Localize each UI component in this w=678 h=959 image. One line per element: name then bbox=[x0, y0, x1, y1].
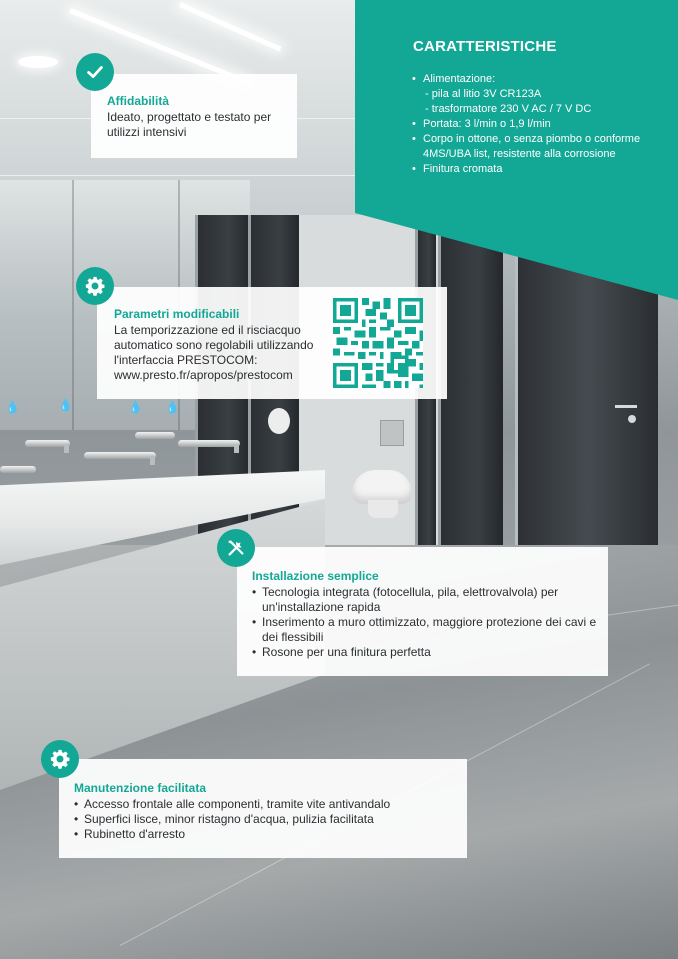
feature-subitem: - pila al litio 3V CR123A bbox=[425, 88, 542, 100]
door-lock bbox=[628, 415, 636, 423]
ceiling-spotlight bbox=[18, 56, 58, 68]
ceiling-panel-line bbox=[0, 175, 355, 176]
list-item: • Tecnologia integrata (fotocellula, pila, elettrovalvola) per un'installazione rapida bbox=[252, 585, 598, 615]
list-item: • Accesso frontale alle componenti, tramite vite antivandalo bbox=[74, 797, 459, 812]
tap bbox=[0, 466, 36, 473]
list-item: • Rosone per una finitura perfetta bbox=[252, 645, 598, 660]
cubicle-door bbox=[515, 250, 658, 555]
installation-card bbox=[237, 547, 608, 676]
list-item: • Rubinetto d'arresto bbox=[74, 827, 459, 842]
features-list bbox=[412, 72, 662, 177]
toilet-bowl bbox=[352, 470, 412, 504]
list-item: • Inserimento a muro ottimizzato, maggiore protezione dei cavi e dei flessibili bbox=[252, 615, 598, 645]
card-bullet-list bbox=[252, 585, 598, 660]
flush-plate bbox=[380, 420, 404, 446]
gear-icon bbox=[76, 267, 114, 305]
card-text: Ideato, progettato e testato per utilizzi intensivi bbox=[107, 110, 272, 139]
card-bullet-list bbox=[74, 797, 459, 842]
features-title: CARATTERISTICHE bbox=[413, 38, 557, 55]
card-title: Installazione semplice bbox=[252, 569, 379, 583]
checkmark-icon bbox=[76, 53, 114, 91]
partition-panel bbox=[438, 215, 503, 555]
card-title: Parametri modificabili bbox=[114, 307, 240, 321]
toilet-base bbox=[368, 500, 398, 518]
card-title: Affidabilità bbox=[107, 94, 169, 108]
reliability-card bbox=[91, 74, 297, 158]
feature-item bbox=[412, 72, 662, 117]
card-text: La temporizzazione ed il risciacquo automatico sono regolabili utilizzando l'interfaccia PRESTOCOM: www.presto.fr/apropos/prestocom bbox=[114, 323, 314, 382]
feature-subitem: - trasformatore 230 V AC / 7 V DC bbox=[425, 103, 592, 115]
door-handle bbox=[615, 405, 637, 408]
water-drop-icon: 💧 bbox=[5, 400, 20, 414]
tap bbox=[84, 452, 156, 459]
tools-icon bbox=[217, 529, 255, 567]
mirror-joint bbox=[72, 180, 74, 430]
paper-dispenser bbox=[268, 408, 290, 434]
tap-nozzle bbox=[150, 456, 155, 465]
feature-item bbox=[412, 162, 662, 177]
gear-icon bbox=[41, 740, 79, 778]
feature-label: Corpo in ottone, o senza piombo o conforme 4MS/UBA list, resistente alla corrosione bbox=[423, 133, 641, 160]
water-drop-icon: 💧 bbox=[128, 400, 143, 414]
qr-code-icon bbox=[333, 298, 423, 388]
tap-nozzle bbox=[234, 444, 239, 453]
feature-item bbox=[412, 132, 662, 162]
tap bbox=[135, 432, 175, 439]
feature-label: Portata: 3 l/min o 1,9 l/min bbox=[423, 118, 551, 130]
water-drop-icon: 💧 bbox=[165, 400, 180, 414]
tap bbox=[178, 440, 240, 447]
maintenance-card bbox=[59, 759, 467, 858]
tap-nozzle bbox=[64, 444, 69, 453]
water-drop-icon: 💧 bbox=[58, 398, 73, 412]
list-item: • Superfici lisce, minor ristagno d'acqua, pulizia facilitata bbox=[74, 812, 459, 827]
feature-label: Finitura cromata bbox=[423, 163, 503, 175]
feature-item bbox=[412, 117, 662, 132]
card-title: Manutenzione facilitata bbox=[74, 781, 207, 795]
feature-label: Alimentazione: bbox=[423, 73, 496, 85]
